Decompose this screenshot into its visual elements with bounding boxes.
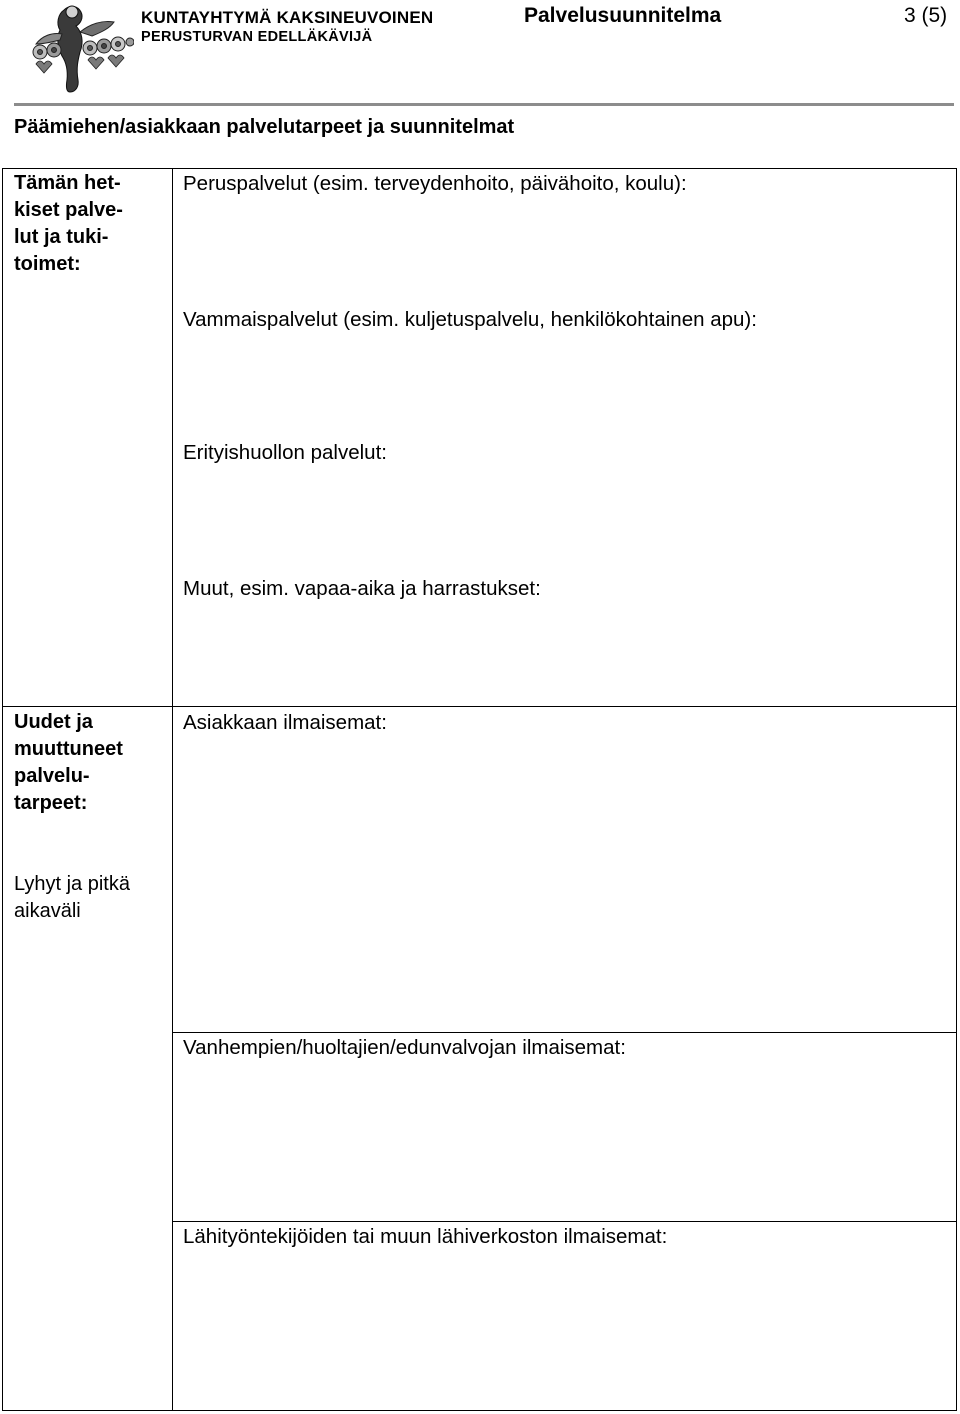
field-guardians-expressed[interactable]: Vanhempien/huoltajien/edunvalvojan ilmaisemat: [183, 1036, 626, 1059]
field-client-expressed[interactable]: Asiakkaan ilmaisemat: [183, 711, 387, 734]
row-label-new-needs: Uudet ja muuttuneet palvelu- tarpeet: [14, 711, 123, 814]
services-form-table [2, 168, 957, 1411]
field-divider [172, 1221, 956, 1222]
organization-tagline: PERUSTURVAN EDELLÄKÄVIJÄ [141, 29, 373, 45]
header-divider [14, 103, 954, 106]
field-other-services[interactable]: Muut, esim. vapaa-aika ja harrastukset: [183, 577, 541, 600]
organization-logo [26, 2, 134, 96]
organization-name: KUNTAYHTYMÄ KAKSINEUVOINEN [141, 8, 434, 27]
field-special-care-services[interactable]: Erityishuollon palvelut: [183, 441, 387, 464]
column-divider [172, 169, 173, 1410]
field-network-expressed[interactable]: Lähityöntekijöiden tai muun lähiverkoston ilmaisemat: [183, 1225, 668, 1248]
field-divider [172, 1032, 956, 1033]
field-basic-services[interactable]: Peruspalvelut (esim. terveydenhoito, päivähoito, koulu): [183, 172, 687, 195]
page-number: 3 (5) [904, 4, 948, 27]
row-note-timeframe: Lyhyt ja pitkä aikaväli [14, 873, 130, 922]
section-title: Päämiehen/asiakkaan palvelutarpeet ja suunnitelmat [14, 116, 515, 138]
row-divider [3, 706, 956, 707]
field-disability-services[interactable]: Vammaispalvelut (esim. kuljetuspalvelu, henkilökohtainen apu): [183, 308, 757, 331]
row-label-current-services: Tämän het- kiset palve- lut ja tuki- toimet: [14, 172, 123, 275]
document-title: Palvelusuunnitelma [524, 4, 722, 27]
